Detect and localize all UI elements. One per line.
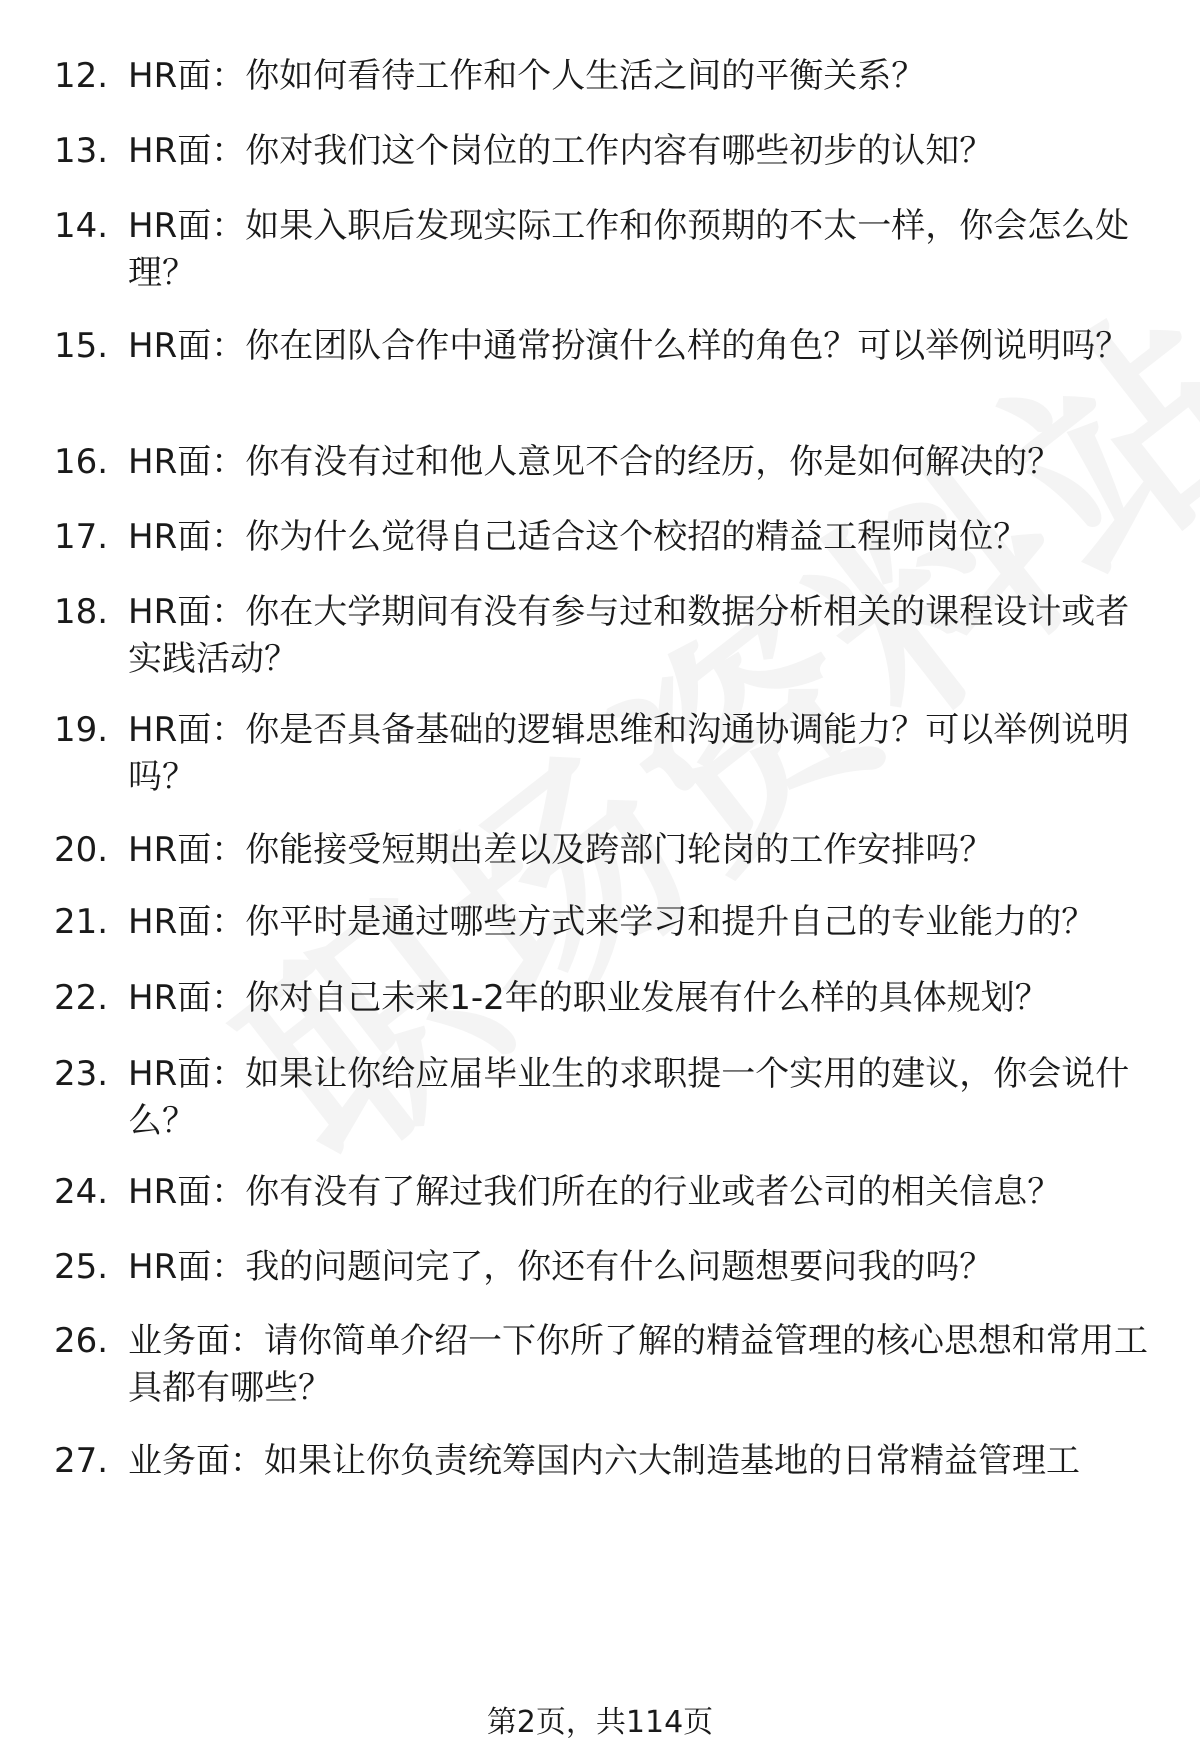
question-text: 业务面：请你简单介绍一下你所了解的精益管理的核心思想和常用工具都有哪些？ bbox=[128, 1321, 1148, 1408]
question-text: HR面：如果让你给应届毕业生的求职提一个实用的建议，你会说什么？ bbox=[128, 1054, 1130, 1141]
question-number: 23. bbox=[54, 1054, 109, 1094]
question-text: HR面：你是否具备基础的逻辑思维和沟通协调能力？可以举例说明吗？ bbox=[128, 710, 1130, 797]
question-number: 26. bbox=[54, 1321, 109, 1361]
question-number: 27. bbox=[54, 1441, 109, 1481]
question-number: 20. bbox=[54, 830, 109, 870]
question-text: HR面：你为什么觉得自己适合这个校招的精益工程师岗位？ bbox=[128, 517, 1028, 557]
question-number: 21. bbox=[54, 902, 109, 942]
question-number: 22. bbox=[54, 978, 109, 1018]
page-footer: 第2页，共114页 bbox=[486, 1705, 714, 1740]
question-text: HR面：你对我们这个岗位的工作内容有哪些初步的认知？ bbox=[128, 131, 994, 171]
question-text: HR面：你能接受短期出差以及跨部门轮岗的工作安排吗？ bbox=[128, 830, 994, 870]
question-number: 12. bbox=[54, 56, 109, 96]
question-number: 13. bbox=[54, 131, 109, 171]
question-number: 17. bbox=[54, 517, 109, 557]
question-text: HR面：你如何看待工作和个人生活之间的平衡关系？ bbox=[128, 56, 926, 96]
question-number: 25. bbox=[54, 1247, 109, 1287]
question-number: 24. bbox=[54, 1172, 109, 1212]
question-text: 业务面：如果让你负责统筹国内六大制造基地的日常精益管理工 bbox=[128, 1441, 1080, 1481]
question-text: HR面：你对自己未来1-2年的职业发展有什么样的具体规划？ bbox=[128, 978, 1049, 1018]
question-number: 16. bbox=[54, 442, 109, 482]
question-text: HR面：你在大学期间有没有参与过和数据分析相关的课程设计或者实践活动？ bbox=[128, 592, 1130, 679]
question-number: 14. bbox=[54, 206, 109, 246]
question-number: 19. bbox=[54, 710, 109, 750]
question-text: HR面：你有没有过和他人意见不合的经历，你是如何解决的？ bbox=[128, 442, 1062, 482]
question-text: HR面：你在团队合作中通常扮演什么样的角色？可以举例说明吗？ bbox=[128, 326, 1130, 366]
question-text: HR面：如果入职后发现实际工作和你预期的不太一样，你会怎么处理？ bbox=[128, 206, 1130, 293]
question-text: HR面：你有没有了解过我们所在的行业或者公司的相关信息？ bbox=[128, 1172, 1062, 1212]
question-text: HR面：你平时是通过哪些方式来学习和提升自己的专业能力的？ bbox=[128, 902, 1096, 942]
question-number: 15. bbox=[54, 326, 109, 366]
question-text: HR面：我的问题问完了，你还有什么问题想要问我的吗？ bbox=[128, 1247, 994, 1287]
question-number: 18. bbox=[54, 592, 109, 632]
